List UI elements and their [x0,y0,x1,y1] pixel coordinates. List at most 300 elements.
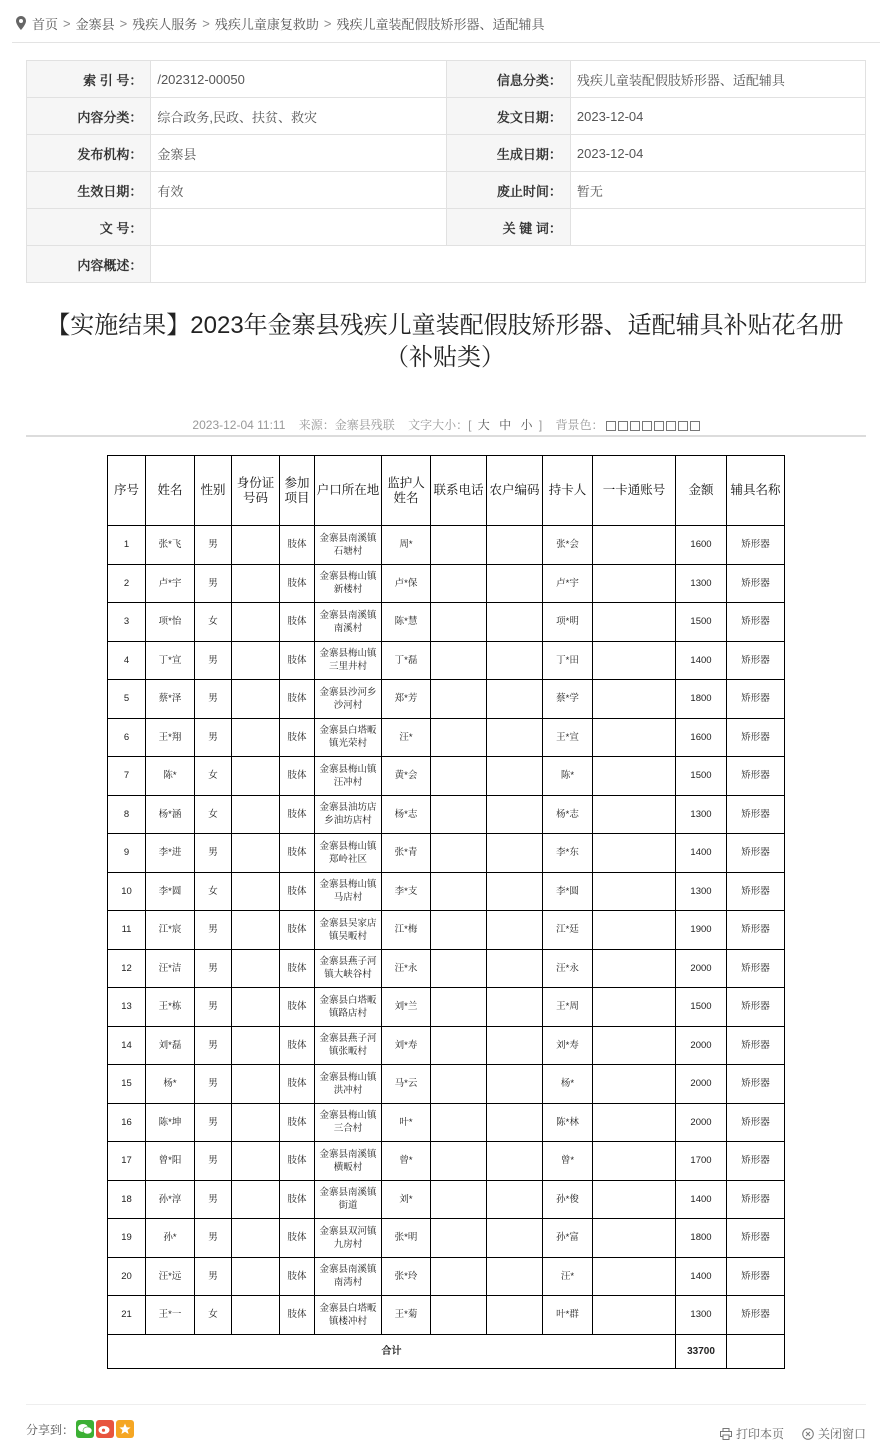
table-row [108,641,785,680]
table-cell-amount: 1300 [676,564,727,603]
table-header-col-id-number: 身份证号码 [232,456,280,526]
table-cell-guardian: 黄*会 [382,757,431,796]
table-cell-gender: 男 [195,526,232,565]
table-cell-cardholder: 李*圆 [543,872,593,911]
table-cell-cardholder: 汪*永 [543,949,593,988]
table-cell-aid-name: 矫形器 [727,603,785,642]
breadcrumb-disabled-services[interactable]: 残疾人服务 [132,16,198,32]
table-cell-seq: 2 [108,564,146,603]
divider [26,435,866,437]
table-cell-cardholder: 卢*宇 [543,564,593,603]
table-header-col-guardian: 监护人姓名 [382,456,431,526]
table-cell-seq: 20 [108,1257,146,1296]
table-cell-phone [431,680,487,719]
table-header-col-amount: 金额 [676,456,727,526]
table-cell-account [593,641,676,680]
table-cell-id-number [232,1219,280,1258]
table-cell-project: 肢体 [280,988,315,1027]
table-cell-cardholder: 丁*田 [543,641,593,680]
table-cell-phone [431,834,487,873]
table-cell-amount: 2000 [676,949,727,988]
table-cell-account [593,834,676,873]
table-cell-id-number [232,795,280,834]
bg-swatch-green[interactable] [666,421,676,431]
bg-swatch-gray[interactable] [642,421,652,431]
table-cell-phone [431,988,487,1027]
table-cell-amount: 1300 [676,795,727,834]
table-cell-amount: 1700 [676,1142,727,1181]
table-cell-seq: 16 [108,1103,146,1142]
table-cell-phone [431,526,487,565]
table-cell-id-number [232,1103,280,1142]
wechat-share-icon[interactable] [76,1420,94,1438]
table-cell-household-code [487,1065,543,1104]
table-cell-id-number [232,949,280,988]
table-cell-phone [431,718,487,757]
table-cell-guardian: 刘* [382,1180,431,1219]
table-cell-account [593,757,676,796]
table-cell-cardholder: 刘*寿 [543,1026,593,1065]
table-cell-aid-name: 矫形器 [727,988,785,1027]
table-cell-gender: 男 [195,718,232,757]
table-cell-project: 肢体 [280,564,315,603]
table-cell-cardholder: 汪* [543,1257,593,1296]
table-cell-household-code [487,949,543,988]
table-cell-cardholder: 陈*林 [543,1103,593,1142]
table-cell-address: 金寨县吴家店镇吴畈村 [315,911,382,950]
table-cell-id-number [232,988,280,1027]
table-cell-name: 孙* [146,1219,195,1258]
table-cell-project: 肢体 [280,603,315,642]
table-cell-cardholder: 杨*志 [543,795,593,834]
table-cell-gender: 男 [195,1065,232,1104]
meta-label-category: 信息分类： [446,61,570,98]
meta-value-doc-number [151,209,446,246]
meta-label-content-category: 内容分类： [27,98,151,135]
table-cell-address: 金寨县梅山镇郑岭社区 [315,834,382,873]
table-cell-phone [431,911,487,950]
table-cell-amount: 2000 [676,1065,727,1104]
table-cell-seq: 18 [108,1180,146,1219]
table-cell-household-code [487,1103,543,1142]
table-cell-household-code [487,1142,543,1181]
table-cell-name: 张*飞 [146,526,195,565]
source: 来源：金寨县残联 [298,418,395,432]
share-bar [26,1420,134,1438]
table-cell-cardholder: 王*宣 [543,718,593,757]
table-row [108,1296,785,1335]
table-cell-amount: 1800 [676,680,727,719]
meta-label-index: 索 引 号： [27,61,151,98]
table-cell-amount: 1400 [676,1180,727,1219]
table-cell-gender: 男 [195,988,232,1027]
table-cell-household-code [487,680,543,719]
table-cell-seq: 9 [108,834,146,873]
table-cell-project: 肢体 [280,911,315,950]
background-color-label: 背景色： [555,418,604,432]
table-cell-name: 项*怡 [146,603,195,642]
bg-swatch-pink[interactable] [678,421,688,431]
table-cell-phone [431,564,487,603]
table-cell-name: 王*栋 [146,988,195,1027]
table-cell-project: 肢体 [280,680,315,719]
table-cell-address: 金寨县南溪镇横畈村 [315,1142,382,1181]
table-cell-phone [431,1142,487,1181]
table-cell-account [593,1103,676,1142]
table-cell-guardian: 王*菊 [382,1296,431,1335]
meta-label-abolish: 废止时间： [446,172,570,209]
divider [12,42,880,43]
table-cell-guardian: 卢*保 [382,564,431,603]
table-header-col-address: 户口所在地 [315,456,382,526]
table-cell-id-number [232,1026,280,1065]
table-cell-account [593,1142,676,1181]
table-row [108,834,785,873]
close-window-button[interactable]: 关闭窗口 [817,1427,866,1441]
table-cell-household-code [487,988,543,1027]
table-cell-id-number [232,526,280,565]
table-cell-name: 李*进 [146,834,195,873]
table-cell-name: 蔡*泽 [146,680,195,719]
subsidy-roster-table [107,455,785,1369]
table-cell-address: 金寨县白塔畈镇光荣村 [315,718,382,757]
table-cell-address: 金寨县梅山镇汪冲村 [315,757,382,796]
bg-swatch-beige[interactable] [630,421,640,431]
table-cell-account [593,1219,676,1258]
table-cell-phone [431,1296,487,1335]
breadcrumb-separator: > [119,15,128,31]
table-cell-guardian: 杨*志 [382,795,431,834]
table-cell-guardian: 张*青 [382,834,431,873]
table-row [108,1065,785,1104]
table-cell-amount: 1500 [676,988,727,1027]
table-cell-address: 金寨县南溪镇街道 [315,1180,382,1219]
table-cell-account [593,718,676,757]
table-cell-phone [431,603,487,642]
meta-value-abolish: 暂无 [570,172,865,209]
table-cell-id-number [232,757,280,796]
total-label: 合计 [108,1334,676,1368]
table-cell-gender: 女 [195,1296,232,1335]
table-cell-phone [431,641,487,680]
location-pin-icon [16,16,26,30]
table-row [108,564,785,603]
table-cell-name: 曾*阳 [146,1142,195,1181]
table-cell-aid-name: 矫形器 [727,1142,785,1181]
table-cell-cardholder: 孙*富 [543,1219,593,1258]
table-cell-account [593,795,676,834]
table-cell-guardian: 周* [382,526,431,565]
bg-swatch-blue[interactable] [654,421,664,431]
table-cell-aid-name: 矫形器 [727,795,785,834]
breadcrumb-child-rehab[interactable]: 残疾儿童康复救助 [214,16,319,32]
meta-label-doc-number: 文 号： [27,209,151,246]
table-cell-amount: 1600 [676,718,727,757]
table-cell-seq: 8 [108,795,146,834]
total-empty-cell [727,1334,785,1368]
table-row [108,1180,785,1219]
table-cell-cardholder: 张*会 [543,526,593,565]
table-header-col-aid-name: 辅具名称 [727,456,785,526]
table-cell-name: 杨* [146,1065,195,1104]
table-cell-id-number [232,872,280,911]
breadcrumb-separator: > [63,15,71,31]
table-cell-seq: 14 [108,1026,146,1065]
table-cell-gender: 男 [195,1142,232,1181]
meta-value-publish-date: 2023-12-04 [570,98,865,135]
table-cell-address: 金寨县白塔畈镇路店村 [315,988,382,1027]
breadcrumb-separator: > [202,15,210,31]
table-cell-guardian: 陈*慧 [382,603,431,642]
table-cell-aid-name: 矫形器 [727,1219,785,1258]
table-cell-project: 肢体 [280,1296,315,1335]
table-cell-project: 肢体 [280,1103,315,1142]
table-cell-gender: 男 [195,949,232,988]
table-header-col-phone: 联系电话 [431,456,487,526]
table-row [108,1103,785,1142]
breadcrumb-county[interactable]: 金寨县 [75,16,115,32]
table-cell-account [593,911,676,950]
meta-value-content-category: 综合政务,民政、扶贫、救灾 [151,98,446,135]
table-cell-phone [431,1257,487,1296]
table-cell-name: 杨*涵 [146,795,195,834]
table-cell-guardian: 汪*永 [382,949,431,988]
weibo-share-icon[interactable] [96,1420,114,1438]
table-cell-gender: 男 [195,680,232,719]
table-cell-seq: 12 [108,949,146,988]
table-cell-name: 王*一 [146,1296,195,1335]
meta-value-keywords [570,209,865,246]
table-cell-household-code [487,718,543,757]
table-cell-amount: 1300 [676,872,727,911]
table-cell-cardholder: 蔡*学 [543,680,593,719]
table-cell-household-code [487,603,543,642]
table-row [108,1026,785,1065]
table-cell-aid-name: 矫形器 [727,757,785,796]
table-cell-phone [431,949,487,988]
table-cell-guardian: 刘*兰 [382,988,431,1027]
table-cell-aid-name: 矫形器 [727,680,785,719]
table-cell-aid-name: 矫形器 [727,872,785,911]
table-cell-aid-name: 矫形器 [727,641,785,680]
table-cell-gender: 男 [195,1180,232,1219]
font-size-small-button[interactable]: 小 [520,418,533,432]
table-header-col-account: 一卡通账号 [593,456,676,526]
table-cell-account [593,564,676,603]
table-cell-household-code [487,872,543,911]
table-cell-address: 金寨县双河镇九房村 [315,1219,382,1258]
table-cell-household-code [487,526,543,565]
breadcrumb [16,12,544,34]
table-row [108,1219,785,1258]
table-cell-phone [431,1103,487,1142]
table-cell-seq: 6 [108,718,146,757]
table-cell-project: 肢体 [280,1142,315,1181]
table-cell-phone [431,795,487,834]
table-cell-phone [431,757,487,796]
table-cell-account [593,988,676,1027]
table-cell-aid-name: 矫形器 [727,1065,785,1104]
table-row [108,949,785,988]
table-total-row [108,1334,785,1368]
table-cell-cardholder: 江*廷 [543,911,593,950]
table-cell-account [593,872,676,911]
table-header-row [108,456,785,526]
table-cell-amount: 1800 [676,1219,727,1258]
table-cell-id-number [232,1142,280,1181]
table-cell-seq: 19 [108,1219,146,1258]
table-header-col-cardholder: 持卡人 [543,456,593,526]
bg-swatch-light[interactable] [618,421,628,431]
table-cell-cardholder: 项*明 [543,603,593,642]
table-cell-address: 金寨县梅山镇三合村 [315,1103,382,1142]
table-cell-name: 汪*远 [146,1257,195,1296]
table-cell-id-number [232,641,280,680]
page-title: 【实施结果】2023年金寨县残疾儿童装配假肢矫形器、适配辅具补贴花名册（补贴类） [46,312,844,371]
table-cell-project: 肢体 [280,526,315,565]
table-row [108,526,785,565]
table-cell-guardian: 郑*芳 [382,680,431,719]
table-cell-account [593,1180,676,1219]
table-row [108,757,785,796]
table-cell-cardholder: 李*东 [543,834,593,873]
table-row [108,1142,785,1181]
table-cell-gender: 男 [195,641,232,680]
table-row [108,872,785,911]
table-cell-account [593,680,676,719]
table-cell-seq: 21 [108,1296,146,1335]
article-info-bar [26,416,866,433]
breadcrumb-home[interactable]: 首页 [32,16,59,32]
table-cell-address: 金寨县梅山镇洪冲村 [315,1065,382,1104]
table-cell-cardholder: 杨* [543,1065,593,1104]
table-cell-cardholder: 王*周 [543,988,593,1027]
table-cell-household-code [487,757,543,796]
table-cell-seq: 4 [108,641,146,680]
table-cell-gender: 女 [195,757,232,796]
table-cell-name: 卢*宇 [146,564,195,603]
table-row [108,680,785,719]
table-cell-aid-name: 矫形器 [727,1257,785,1296]
table-cell-amount: 2000 [676,1103,727,1142]
table-cell-aid-name: 矫形器 [727,949,785,988]
table-cell-seq: 7 [108,757,146,796]
table-cell-amount: 1300 [676,1296,727,1335]
table-cell-name: 丁*宣 [146,641,195,680]
table-cell-gender: 男 [195,911,232,950]
table-cell-cardholder: 曾* [543,1142,593,1181]
table-cell-project: 肢体 [280,1065,315,1104]
meta-value-index: /202312-00050 [151,61,446,98]
meta-value-org: 金寨县 [151,135,446,172]
table-cell-address: 金寨县梅山镇马店村 [315,872,382,911]
table-cell-project: 肢体 [280,872,315,911]
page-tools [720,1425,866,1442]
publish-datetime: 2023-12-04 11:11 [192,418,286,432]
table-cell-account [593,1296,676,1335]
table-cell-aid-name: 矫形器 [727,911,785,950]
table-cell-id-number [232,834,280,873]
table-cell-amount: 1400 [676,834,727,873]
table-cell-amount: 1400 [676,1257,727,1296]
document-meta-table [26,60,866,283]
table-cell-project: 肢体 [280,795,315,834]
table-row [108,795,785,834]
table-row [108,603,785,642]
table-cell-address: 金寨县油坊店乡油坊店村 [315,795,382,834]
table-cell-gender: 男 [195,1257,232,1296]
table-cell-gender: 男 [195,1219,232,1258]
font-size-medium-button[interactable]: 中 [499,418,512,432]
table-cell-seq: 10 [108,872,146,911]
table-cell-seq: 5 [108,680,146,719]
print-page-button[interactable]: 打印本页 [735,1427,784,1441]
table-cell-project: 肢体 [280,834,315,873]
table-cell-account [593,1065,676,1104]
table-cell-aid-name: 矫形器 [727,1026,785,1065]
table-cell-account [593,949,676,988]
printer-icon [720,1428,732,1440]
divider [26,1404,866,1405]
table-cell-household-code [487,641,543,680]
table-cell-gender: 女 [195,795,232,834]
table-cell-project: 肢体 [280,1026,315,1065]
qzone-share-icon[interactable] [116,1420,134,1438]
table-cell-id-number [232,603,280,642]
meta-value-effective: 有效 [151,172,446,209]
table-cell-gender: 女 [195,872,232,911]
table-cell-id-number [232,1257,280,1296]
table-cell-project: 肢体 [280,1257,315,1296]
table-cell-account [593,1257,676,1296]
meta-label-generate-date: 生成日期： [446,135,570,172]
table-cell-name: 江*宸 [146,911,195,950]
table-cell-guardian: 李*支 [382,872,431,911]
table-cell-guardian: 曾* [382,1142,431,1181]
table-cell-seq: 3 [108,603,146,642]
meta-label-publish-date: 发文日期： [446,98,570,135]
table-cell-household-code [487,795,543,834]
table-cell-household-code [487,564,543,603]
table-cell-guardian: 马*云 [382,1065,431,1104]
table-row [108,718,785,757]
table-cell-household-code [487,1296,543,1335]
table-cell-guardian: 江*梅 [382,911,431,950]
table-cell-address: 金寨县燕子河镇大峡谷村 [315,949,382,988]
table-cell-seq: 13 [108,988,146,1027]
bg-swatch-yellow[interactable] [690,421,700,431]
table-cell-address: 金寨县燕子河镇张畈村 [315,1026,382,1065]
table-cell-household-code [487,1257,543,1296]
breadcrumb-current[interactable]: 残疾儿童装配假肢矫形器、适配辅具 [336,16,545,32]
table-cell-aid-name: 矫形器 [727,718,785,757]
table-cell-household-code [487,911,543,950]
table-header-col-seq: 序号 [108,456,146,526]
table-cell-household-code [487,1219,543,1258]
table-cell-amount: 1900 [676,911,727,950]
bg-swatch-white[interactable] [606,421,616,431]
table-cell-address: 金寨县梅山镇三里井村 [315,641,382,680]
table-cell-name: 陈* [146,757,195,796]
table-cell-amount: 1600 [676,526,727,565]
table-cell-phone [431,1065,487,1104]
font-size-end: ] [538,418,543,432]
table-cell-id-number [232,911,280,950]
table-cell-project: 肢体 [280,1219,315,1258]
table-cell-aid-name: 矫形器 [727,1180,785,1219]
font-size-large-button[interactable]: 大 [477,418,490,432]
table-cell-guardian: 张*明 [382,1219,431,1258]
